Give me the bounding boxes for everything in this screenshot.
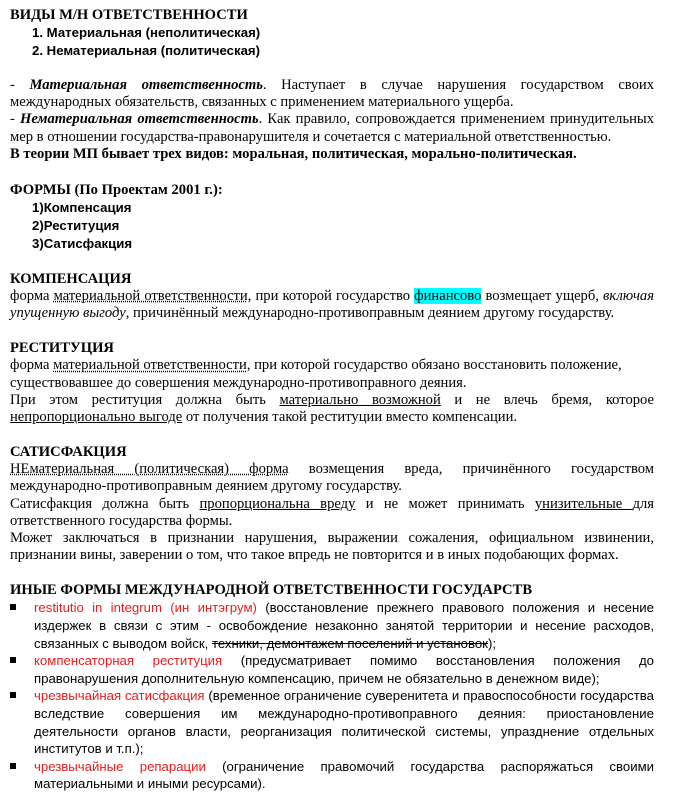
list-item: чрезвычайная сатисфакция (временное ограничение суверенитета и правоспособности государства вследствие совершения им международно-противоправного деяния: приостановление деятельности органов власти, реорганизация политической системы, упразднение отдельных институтов и т.п.);	[10, 687, 654, 757]
forms-list	[32, 199, 654, 253]
theory-line: В теории МП бывает трех видов: моральная, политическая, морально-политическая.	[10, 145, 577, 162]
document-page	[10, 6, 654, 793]
list-item: 2)Реституция	[32, 218, 120, 234]
section-title-forms: ФОРМЫ (По Проектам 2001 г.):	[10, 182, 223, 199]
section-title-types: ВИДЫ М/Н ОТВЕТСТВЕННОСТИ	[10, 7, 248, 23]
bullet-icon	[10, 657, 16, 663]
section-title-other-forms: ИНЫЕ ФОРМЫ МЕЖДУНАРОДНОЙ ОТВЕТСТВЕННОСТИ ГОСУДАРСТВ	[10, 582, 533, 599]
satisfaction-text-1: НЕматериальная (политическая) форма возмещения вреда, причинённого государством международно-противоправным деянием другому государству.	[10, 461, 654, 495]
restitution-text-2: При этом реституция должна быть материально возможной и не влечь бремя, которое непропорционально выгоде от получения такой реституции вместо компенсации.	[10, 391, 654, 426]
list-item: 2. Нематериальная (политическая)	[32, 43, 261, 58]
list-item: 1)Компенсация	[32, 200, 132, 216]
list-item: 1. Материальная (неполитическая)	[32, 25, 261, 40]
list-item: чрезвычайные репарации (ограничение правомочий государства распоряжаться своими материальными и иными ресурсами).	[10, 758, 654, 793]
restitution-text-1: форма материальной ответственности, при которой государство обязано восстановить положение, существовавшее до совершения международно-противоправного деяния.	[10, 357, 622, 391]
types-list	[32, 24, 654, 60]
list-item: компенсаторная реституция (предусматривает помимо восстановления положения до правонарушения дополнительную компенсацию, причем не обязательно в денежном виде);	[10, 652, 654, 687]
list-item: restitutio in integrum (ин интэгрум) (восстановление прежнего правового положения и несение издержек в связи с этим - освобождение незаконно занятой территории и несение расходов, связанных с выводом войск, техники, демонтажем поселений и установок);	[10, 599, 654, 652]
section-title-compensation: КОМПЕНСАЦИЯ	[10, 271, 132, 288]
section-title-satisfaction: САТИСФАКЦИЯ	[10, 444, 127, 461]
list-item: 3)Сатисфакция	[32, 236, 133, 252]
bullet-icon	[10, 604, 16, 610]
satisfaction-text-2: Сатисфакция должна быть пропорциональна вреду и не может принимать унизительные для ответственного государства формы.	[10, 495, 655, 529]
compensation-text: форма материальной ответственности, при которой государство финансово возмещает ущерб, включая упущенную выгоду, причинённый международно-противоправным деянием другому государству.	[10, 288, 654, 322]
nonmaterial-definition: - Нематериальная ответственность. Как правило, сопровождается применением принудительных мер в отношении государства-правонарушителя и сочетается с материальной ответственностью.	[10, 111, 655, 145]
material-definition: - Материальная ответственность. Наступает в случае нарушения государством своих международных обязательств, связанных с применением материального ущерба.	[10, 77, 654, 111]
other-forms-list	[10, 599, 654, 793]
satisfaction-text-3: Может заключаться в признании нарушения, выражении сожаления, официальном извинении, признании вины, заверении о том, что такое впредь не повторится и в иных подобающих формах.	[10, 530, 654, 564]
section-title-restitution: РЕСТИТУЦИЯ	[10, 340, 114, 357]
bullet-icon	[10, 763, 16, 769]
bullet-icon	[10, 692, 16, 698]
